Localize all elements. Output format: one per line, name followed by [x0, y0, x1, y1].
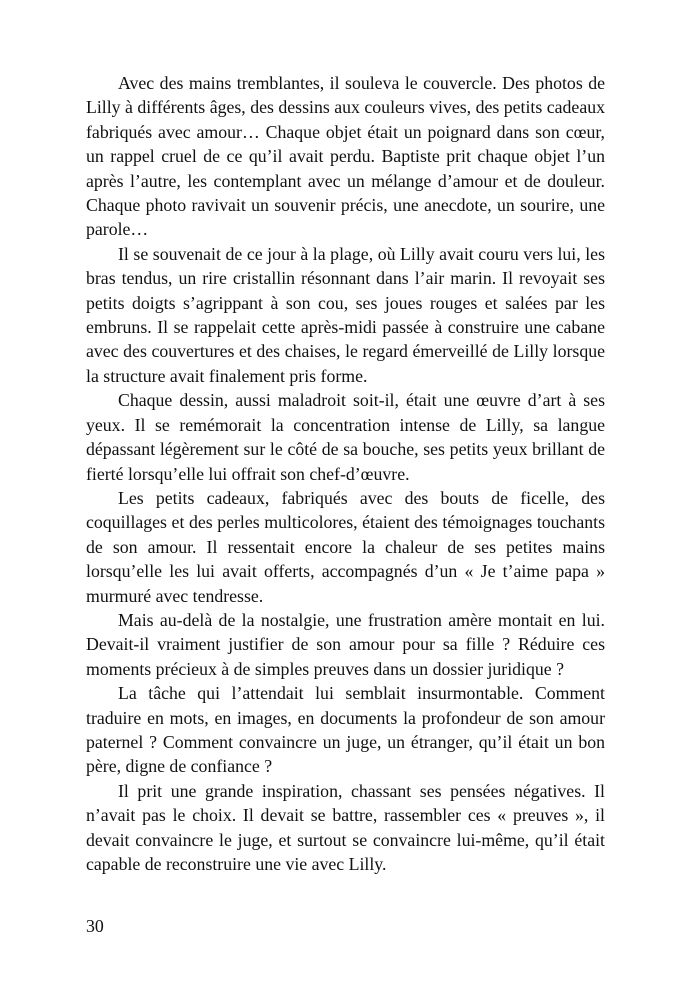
paragraph-4: Les petits cadeaux, fabriqués avec des bouts de ficelle, des coquillages et des perles multicolores, étaient des témoignages touchants de son amour. Il ressentait encore la chaleur de ses petites mains lorsqu’elle les lui avait offerts, accompagnés d’un « Je t’aime papa » murmuré avec tendresse.: [86, 487, 605, 606]
paragraph-1: Avec des mains tremblantes, il souleva le couvercle. Des photos de Lilly à différents âges, des dessins aux couleurs vives, des petits cadeaux fabriqués avec amour… Chaque objet était un poignard dans son cœur, un rappel cruel de ce qu’il avait perdu. Baptiste prit chaque objet l’un après l’autre, les contemplant avec un mélange d’amour et de douleur. Chaque photo ravivait un souvenir précis, une anecdote, un sourire, une parole…: [86, 73, 605, 240]
body-text: [86, 71, 605, 876]
paragraph-2: Il se souvenait de ce jour à la plage, où Lilly avait couru vers lui, les bras tendus, un rire cristallin résonnant dans l’air marin. Il revoyait ses petits doigts s’agrippant à son cou, ses joues rouges et salées par les embruns. Il se rappelait cette après-midi passée à construire une cabane avec des couvertures et des chaises, le regard émerveillé de Lilly lorsque la structure avait finalement pris forme.: [86, 243, 605, 386]
paragraph-5: Mais au-delà de la nostalgie, une frustration amère montait en lui. Devait-il vraiment justifier de son amour pour sa fille ? Réduire ces moments précieux à de simples preuves dans un dossier juridique ?: [86, 609, 605, 679]
page-number: 30: [86, 916, 104, 936]
paragraph-6: La tâche qui l’attendait lui semblait insurmontable. Comment traduire en mots, en images, en documents la profondeur de son amour paternel ? Comment convaincre un juge, un étranger, qu’il était un bon père, digne de confiance ?: [86, 683, 605, 777]
paragraph-3: Chaque dessin, aussi maladroit soit-il, était une œuvre d’art à ses yeux. Il se remémorait la concentration intense de Lilly, sa langue dépassant légèrement sur le côté de sa bouche, ses petits yeux brillant de fierté lorsqu’elle lui offrait son chef-d’œuvre.: [86, 390, 605, 484]
paragraph-7: Il prit une grande inspiration, chassant ses pensées négatives. Il n’avait pas le choix. Il devait se battre, rassembler ces « preuves », il devait convaincre le juge, et surtout se convaincre lui-même, qu’il était capable de reconstruire une vie avec Lilly.: [86, 780, 605, 874]
